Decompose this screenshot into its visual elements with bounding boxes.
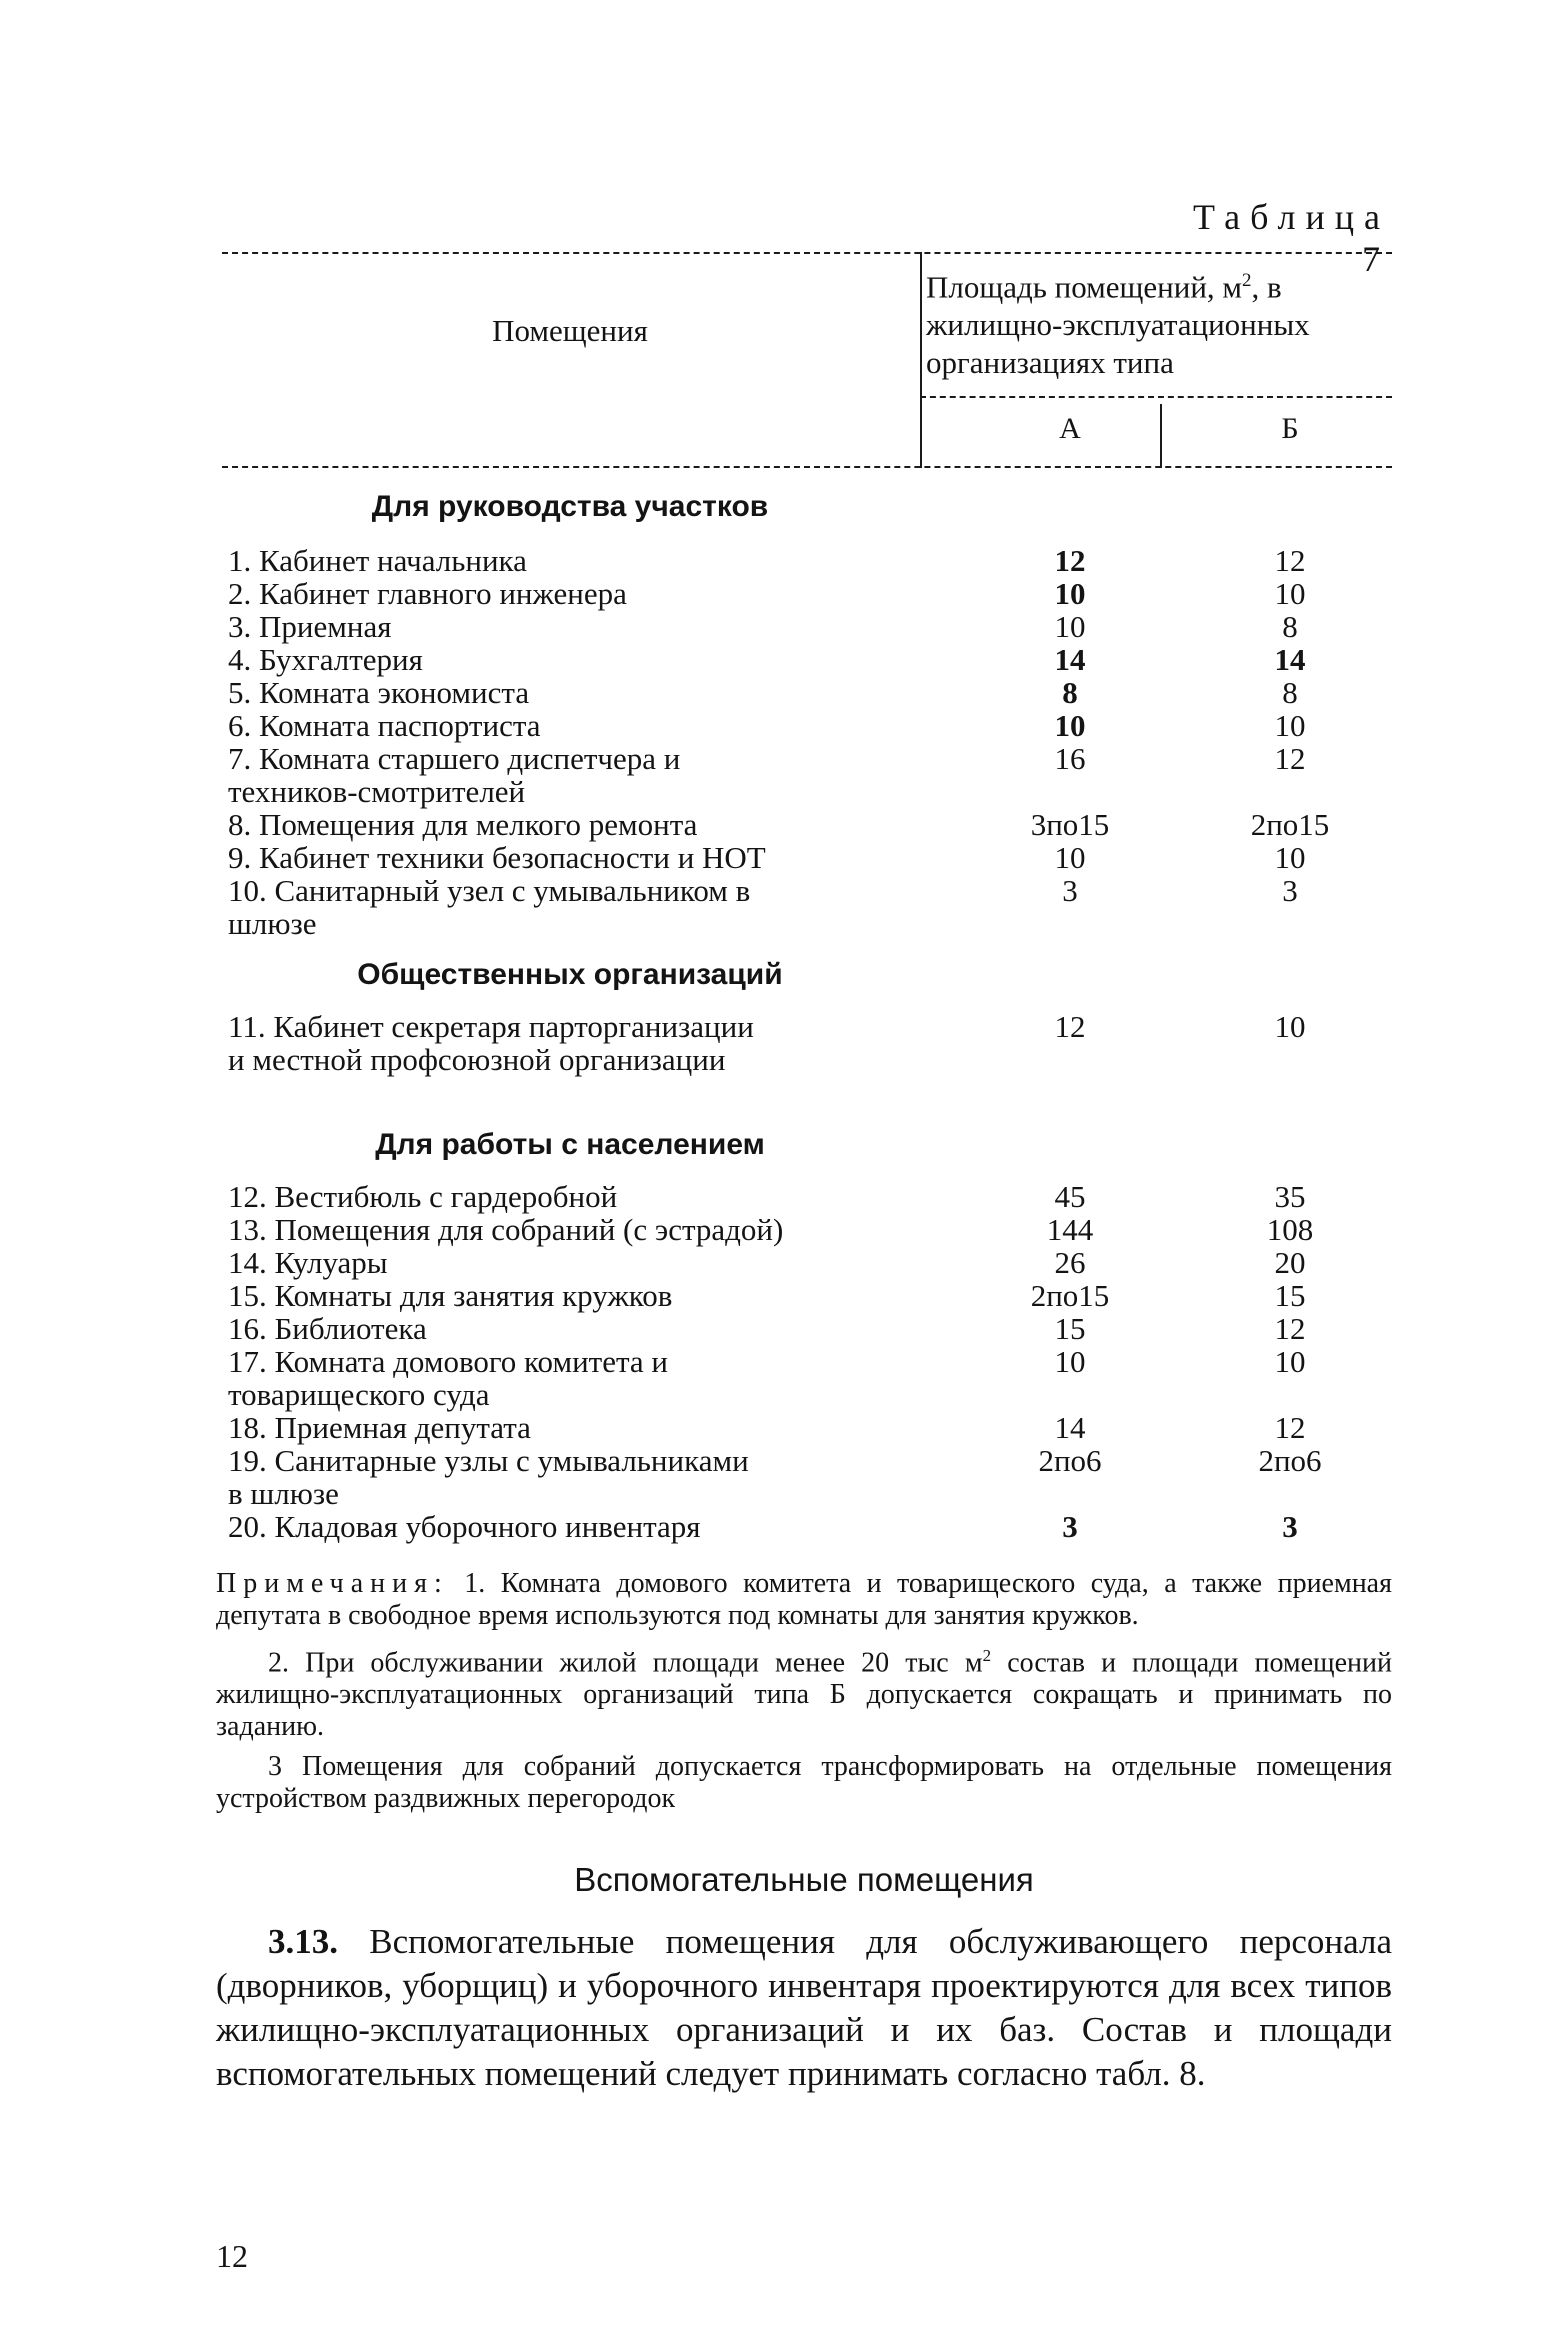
- notes-lead: Примечания:: [216, 1568, 449, 1599]
- row-name: 9. Кабинет техники безопасности и НОТ: [228, 840, 766, 875]
- row-name: 13. Помещения для собраний (с эстрадой): [228, 1212, 784, 1247]
- table-row: [0, 709, 1556, 742]
- row-name: 17. Комната домового комитета и товарищеского суда: [228, 1344, 668, 1412]
- table-row: [0, 874, 1556, 940]
- row-value-b: 12: [1274, 741, 1306, 776]
- row-value-a: 3: [1062, 873, 1078, 908]
- note-1: [216, 1568, 1392, 1632]
- column-a-header: А: [1059, 412, 1081, 445]
- row-value-b: 108: [1266, 1212, 1314, 1247]
- row-value-a: 10: [1054, 609, 1086, 644]
- row-value-b: 15: [1274, 1278, 1306, 1313]
- row-name: 10. Санитарный узел с умывальником в шлюзе: [228, 873, 751, 941]
- row-value-a: 10: [1054, 708, 1086, 743]
- row-value-b: 35: [1274, 1179, 1306, 1214]
- table-row: [0, 1246, 1556, 1279]
- row-value-a: 45: [1054, 1179, 1086, 1214]
- row-value-a: 15: [1054, 1311, 1086, 1346]
- row-value-a: 2по6: [1038, 1443, 1102, 1478]
- note-3: 3 Помещения для собраний допускается трансформировать на отдельные помещения устройством раздвижных перегородок: [216, 1751, 1392, 1815]
- section-title: Для руководства участков: [371, 490, 769, 523]
- row-name: 16. Библиотека: [228, 1311, 427, 1346]
- table-rows: [0, 544, 1556, 940]
- row-value-b: 10: [1274, 840, 1306, 875]
- table-caption: Таблица 7: [1193, 197, 1390, 279]
- row-value-a: 8: [1062, 675, 1078, 710]
- row-value-a: 12: [1054, 543, 1086, 578]
- row-name: 18. Приемная депутата: [228, 1410, 531, 1445]
- table-top-rule: [222, 252, 1392, 254]
- column-b-header: Б: [1281, 412, 1299, 445]
- row-value-b: 12: [1274, 543, 1306, 578]
- header-area: [926, 262, 1396, 382]
- row-name: 5. Комната экономиста: [228, 675, 530, 710]
- row-value-a: 12: [1054, 1009, 1086, 1044]
- row-value-a: 26: [1054, 1245, 1086, 1280]
- paragraph-number: 3.13.: [268, 1922, 338, 1961]
- row-value-b: 8: [1282, 675, 1298, 710]
- row-value-b: 3: [1282, 1509, 1298, 1544]
- table-row: [0, 1010, 1556, 1076]
- note-1-text: 1. Комната домового комитета и товарищеского суда, а также приемная депутата в свободное время используются под комнаты для занятия кружков.: [216, 1568, 1392, 1631]
- section-heading: Вспомогательные помещения: [574, 1861, 1034, 1898]
- table-rows: [0, 1180, 1556, 1543]
- table-row: [0, 1444, 1556, 1510]
- table-row: [0, 676, 1556, 709]
- row-value-b: 10: [1274, 708, 1306, 743]
- row-value-b: 10: [1274, 576, 1306, 611]
- row-name: 14. Кулуары: [228, 1245, 388, 1280]
- row-value-b: 2по15: [1250, 807, 1330, 842]
- table-row: [0, 577, 1556, 610]
- row-name: 6. Комната паспортиста: [228, 708, 541, 743]
- header-area-line1-suffix: , в: [1251, 269, 1282, 305]
- row-name: 20. Кладовая уборочного инвентаря: [228, 1509, 701, 1544]
- page-number: 12: [216, 2238, 248, 2274]
- row-name: 1. Кабинет начальника: [228, 543, 527, 578]
- note-2: [216, 1640, 1392, 1743]
- row-name: 4. Бухгалтерия: [228, 642, 423, 677]
- header-area-line3: организациях типа: [926, 345, 1174, 381]
- table-rows: [0, 1010, 1556, 1076]
- row-value-b: 12: [1274, 1311, 1306, 1346]
- row-name: 11. Кабинет секретаря парторганизации и местной профсоюзной организации: [228, 1009, 754, 1077]
- table-row: [0, 742, 1556, 808]
- table-row: [0, 610, 1556, 643]
- row-value-a: 2по15: [1030, 1278, 1110, 1313]
- row-value-a: 3по15: [1030, 807, 1110, 842]
- row-value-a: 14: [1054, 642, 1086, 677]
- row-value-b: 10: [1274, 1344, 1306, 1379]
- table-row: [0, 1279, 1556, 1312]
- note-2-rest: состав и площади помещений жилищно-эксплуатационных организаций типа Б допускается сокращать и принимать по заданию.: [216, 1647, 1392, 1743]
- table-row: [0, 1345, 1556, 1411]
- row-value-a: 10: [1054, 576, 1086, 611]
- table-notes: [216, 1568, 1392, 1823]
- table-row: [0, 1213, 1556, 1246]
- table-row: [0, 808, 1556, 841]
- row-value-b: 14: [1274, 642, 1306, 677]
- row-value-b: 20: [1274, 1245, 1306, 1280]
- row-value-b: 2по6: [1258, 1443, 1322, 1478]
- section-title: Для работы с населением: [375, 1128, 765, 1161]
- header-rooms: Помещения: [492, 313, 648, 348]
- row-value-b: 10: [1274, 1009, 1306, 1044]
- row-value-a: 3: [1062, 1509, 1078, 1544]
- header-area-line2: жилищно-эксплуатационных: [926, 307, 1310, 343]
- row-value-a: 10: [1054, 1344, 1086, 1379]
- table-row: [0, 643, 1556, 676]
- row-value-b: 8: [1282, 609, 1298, 644]
- note-2-text: 2. При обслуживании жилой площади менее 20 тыс м: [268, 1647, 983, 1679]
- row-value-b: 3: [1282, 873, 1298, 908]
- table-row: [0, 1411, 1556, 1444]
- row-name: 3. Приемная: [228, 609, 392, 644]
- row-value-a: 16: [1054, 741, 1086, 776]
- row-value-b: 12: [1274, 1410, 1306, 1445]
- table-ab-divider: [1160, 404, 1162, 468]
- paragraph-text: Вспомогательные помещения для обслуживающего персонала (дворников, уборщиц) и уборочного инвентаря проектируются для всех типов жилищно-эксплуатационных организаций и их баз. Состав и площади вспомогательных помещений следует принимать согласно табл. 8.: [216, 1922, 1392, 2093]
- header-area-line1: Площадь помещений, м: [926, 269, 1243, 305]
- row-value-a: 14: [1054, 1410, 1086, 1445]
- section-title: Общественных организаций: [357, 958, 783, 991]
- row-name: 2. Кабинет главного инженера: [228, 576, 627, 611]
- row-name: 12. Вестибюль с гардеробной: [228, 1179, 618, 1214]
- table-row: [0, 544, 1556, 577]
- row-value-a: 144: [1046, 1212, 1094, 1247]
- note-2-sup: 2: [982, 1646, 992, 1665]
- row-name: 7. Комната старшего диспетчера и техников-смотрителей: [228, 741, 681, 809]
- row-value-a: 10: [1054, 840, 1086, 875]
- table-subheader-rule: [920, 396, 1392, 398]
- row-name: 15. Комнаты для занятия кружков: [228, 1278, 673, 1313]
- table-header-bottom-rule: [222, 466, 1392, 468]
- table-row: [0, 841, 1556, 874]
- row-name: 19. Санитарные узлы с умывальниками в шлюзе: [228, 1443, 749, 1511]
- header-area-sup: 2: [1242, 270, 1252, 291]
- body-paragraph: [216, 1920, 1392, 2096]
- table-row: [0, 1180, 1556, 1213]
- table-column-divider: [920, 252, 922, 468]
- table-row: [0, 1312, 1556, 1345]
- row-name: 8. Помещения для мелкого ремонта: [228, 807, 698, 842]
- table-row: [0, 1510, 1556, 1543]
